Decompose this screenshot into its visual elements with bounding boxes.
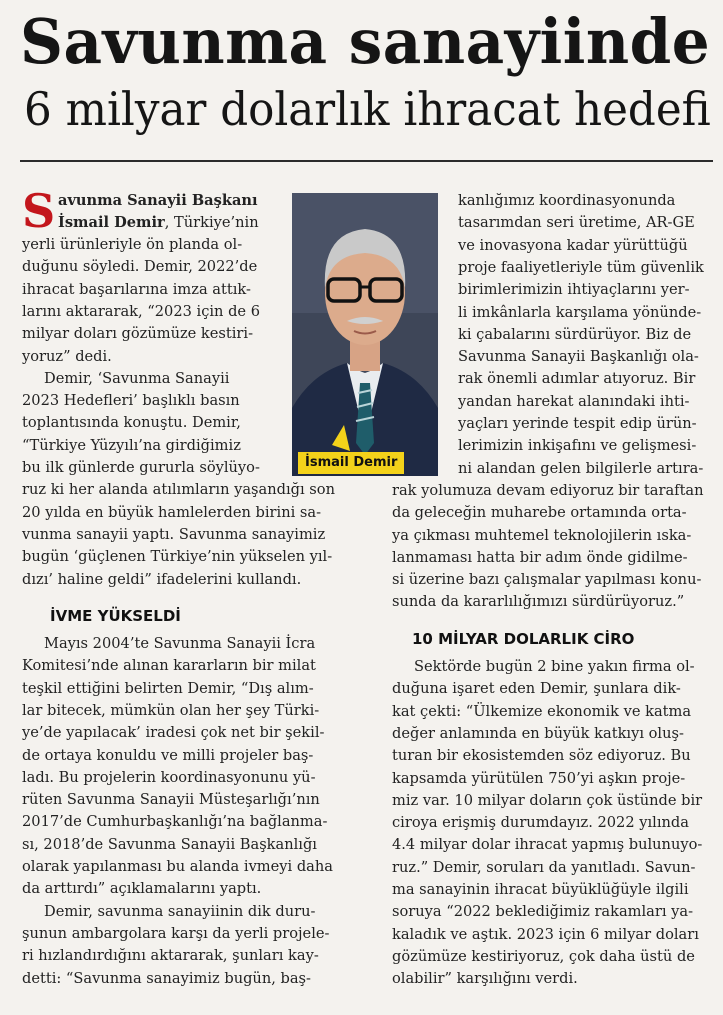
- text-line: ya çıkması muhtemel teknolojilerin ıska-: [392, 526, 692, 544]
- text-line: yoruz” dedi.: [22, 347, 112, 365]
- text-line: rüten Savunma Sanayii Müsteşarlığı’nın: [22, 791, 320, 809]
- text-line: yandan harekat alanındaki ihti-: [458, 392, 690, 410]
- text-line: de ortaya konuldu ve milli projeler baş-: [22, 746, 314, 764]
- text-line: 2017’de Cumhurbaşkanlığı’na bağlanma-: [22, 813, 328, 831]
- text-line: ma sanayinin ihracat büyüklüğüyle ilgili: [392, 881, 689, 898]
- text-line: gözümüze kestiriyoruz, çok daha üstü de: [392, 947, 695, 965]
- text-line: da arttırdı” açıklamalarını yaptı.: [22, 880, 262, 898]
- text-line: kapsamda yürütülen 750’yi aşkın proje-: [392, 769, 686, 787]
- text-line: si üzerine bazı çalışmalar yapılması konu-: [392, 571, 702, 589]
- text-line: olabilir” karşılığını verdi.: [392, 970, 578, 988]
- text-line: teşkil ettiğini belirten Demir, “Dış alım-: [22, 679, 314, 697]
- text-line: lerimizin inkişafını ve gelişmesi-: [458, 437, 697, 455]
- text-line: dızı’ haline geldi” ifadelerini kullandı.: [22, 570, 302, 588]
- headline-rule: [20, 160, 713, 162]
- lead-name: İsmail Demir: [58, 214, 165, 231]
- text-line: proje faaliyetleriyle tüm güvenlik: [458, 258, 704, 276]
- headline-line-1: Savunma sanayiinde: [20, 5, 711, 78]
- text-line: yaçları yerinde tespit edip ürün-: [458, 415, 697, 432]
- text-line: Demir, ‘Savunma Sanayii: [44, 369, 230, 387]
- text-line: değer anlamında en büyük katkıyı oluş-: [392, 724, 684, 742]
- text-line: tasarımdan seri üretime, AR-GE: [458, 214, 695, 232]
- text-line: li imkânlarla karşılama yönünde-: [458, 303, 702, 321]
- text-line: rak önemli adımlar atıyoruz. Bir: [458, 370, 696, 388]
- text-line: lar bitecek, mümkün olan her şey Türki-: [22, 701, 320, 719]
- text-line: sı, 2018’de Savunma Sanayii Başkanlığı: [22, 835, 317, 853]
- text-line: vunma sanayii yaptı. Savunma sanayimiz: [22, 525, 326, 543]
- text-line: duğuna işaret eden Demir, şunlara dik-: [392, 680, 681, 698]
- headline-line-2: 6 milyar dolarlık ihracat hedefi: [24, 82, 711, 136]
- text-line: kat çekti: “Ülkemize ekonomik ve katma: [392, 702, 692, 720]
- text-line: kaladık ve aştık. 2023 için 6 milyar doları: [392, 925, 699, 943]
- text-line: milyar doları gözümüze kestiri-: [22, 325, 254, 343]
- text-line: toplantısında konuştu. Demir,: [22, 414, 241, 432]
- photo-caption: İsmail Demir: [298, 452, 404, 474]
- text-line: bu ilk günlerde gururla söylüyo-: [22, 459, 260, 476]
- text-line: miz var. 10 milyar doların çok üstünde bir: [392, 791, 703, 809]
- text-line: ruz ki her alanda atılımların yaşandığı son: [22, 481, 335, 499]
- text-line: “Türkiye Yüzyılı’na girdiğimiz: [22, 436, 241, 454]
- lead-line-2: [58, 212, 259, 234]
- text-line: ruz.” Demir, soruları da yanıtladı. Savun-: [392, 858, 696, 876]
- lead-rest: , Türkiye’nin: [164, 214, 259, 231]
- text-line: lanmaması hatta bir adım önde gidilme-: [392, 548, 688, 566]
- text-line: ihracat başarılarına imza attık-: [22, 280, 251, 298]
- text-line: olarak yapılanması bu alanda ivmeyi daha: [22, 858, 333, 875]
- text-line: sunda da kararlılığımızı sürdürüyoruz.”: [392, 593, 685, 611]
- text-line: birimlerimizin ihtiyaçlarını yer-: [458, 281, 690, 299]
- text-line: soruya “2022 beklediğimiz rakamları ya-: [392, 903, 694, 921]
- headline: [20, 4, 710, 138]
- lead-line-1: avunma Sanayii Başkanı: [58, 192, 258, 209]
- text-line: 2023 Hedefleri’ başlıklı basın: [22, 392, 240, 410]
- subhead-ciro: 10 MİLYAR DOLARLIK CİRO: [412, 630, 635, 648]
- text-line: duğunu söyledi. Demir, 2022’de: [22, 258, 258, 276]
- text-line: 4.4 milyar dolar ihracat yapmış bulunuyo-: [392, 836, 703, 854]
- text-line: ladı. Bu projelerin koordinasyonunu yü-: [22, 768, 316, 786]
- portrait-photo: [292, 193, 438, 476]
- text-line: Mayıs 2004’te Savunma Sanayii İcra: [44, 635, 316, 652]
- text-line: Demir, savunma sanayiinin dik duru-: [44, 902, 316, 920]
- portrait-image: [292, 193, 438, 476]
- drop-cap: S: [22, 184, 56, 238]
- text-line: Komitesi’nde alınan kararların bir milat: [22, 657, 316, 675]
- subhead-ivme: İVME YÜKSELDİ: [50, 607, 181, 625]
- text-line: ki çabalarını sürdürüyor. Biz de: [458, 325, 692, 343]
- text-line: 20 yılda en büyük hamlelerden birini sa-: [22, 503, 322, 521]
- text-line: ciroya erişmiş durumdayız. 2022 yılında: [392, 814, 689, 832]
- text-line: bugün ‘güçlenen Türkiye’nin yükselen yıl-: [22, 548, 333, 566]
- text-line: turan bir ekosistemden söz ediyoruz. Bu: [392, 747, 691, 765]
- text-line: Sektörde bugün 2 bine yakın firma ol-: [414, 658, 695, 675]
- text-line: larını aktararak, “2023 için de 6: [22, 302, 260, 320]
- text-line: ri hızlandırdığını aktararak, şunları kay-: [22, 947, 319, 965]
- text-line: kanlığımız koordinasyonunda: [458, 192, 676, 209]
- text-line: ye’de yapılacak’ iradesi çok net bir şekil-: [22, 724, 325, 742]
- text-line: da geleceğin muharebe ortamında orta-: [392, 504, 687, 522]
- text-line: ve inovasyona kadar yürüttüğü: [458, 236, 688, 254]
- text-line: yerli ürünleriyle ön planda ol-: [22, 236, 243, 253]
- text-line: detti: “Savunma sanayimiz bugün, baş-: [22, 969, 311, 987]
- text-line: Savunma Sanayii Başkanlığı ola-: [458, 348, 699, 366]
- text-line: şunun ambargolara karşı da yerli projele-: [22, 924, 330, 942]
- text-line: rak yolumuza devam ediyoruz bir taraftan: [392, 481, 704, 499]
- text-line: ni alandan gelen bilgilerle artıra-: [458, 459, 704, 477]
